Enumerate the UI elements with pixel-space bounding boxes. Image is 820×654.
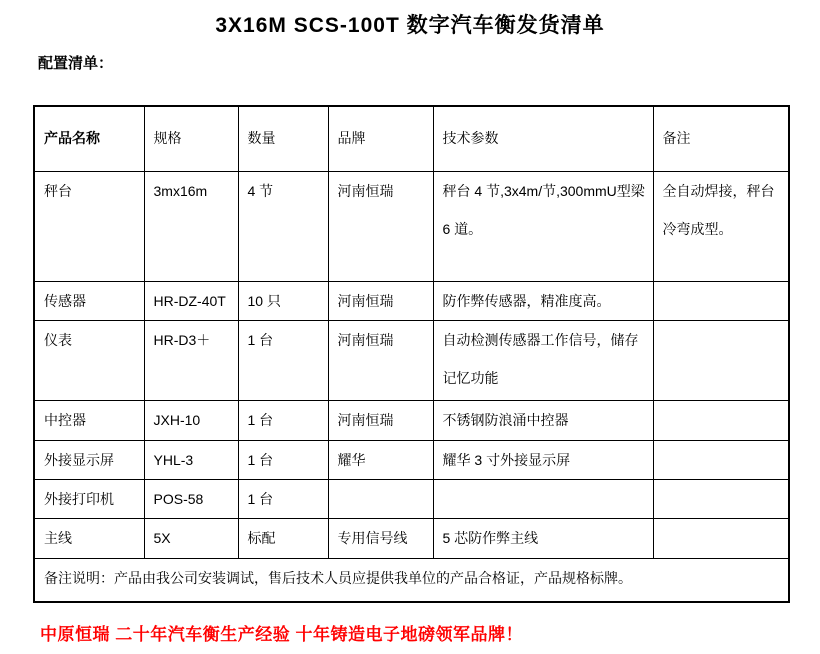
cell-brand: 河南恒瑞 bbox=[328, 320, 433, 400]
cell-product-name: 中控器 bbox=[34, 400, 144, 440]
cell-spec: YHL-3 bbox=[144, 440, 238, 479]
cell-spec: 5X bbox=[144, 518, 238, 558]
cell-qty: 标配 bbox=[238, 518, 328, 558]
cell-params: 自动检测传感器工作信号，储存记忆功能 bbox=[433, 320, 653, 400]
cell-qty: 1 台 bbox=[238, 479, 328, 518]
cell-brand: 专用信号线 bbox=[328, 518, 433, 558]
column-header: 数量 bbox=[238, 106, 328, 171]
cell-params: 耀华 3 寸外接显示屏 bbox=[433, 440, 653, 479]
cell-remark bbox=[653, 400, 789, 440]
column-header: 备注 bbox=[653, 106, 789, 171]
section-label: 配置清单： bbox=[38, 55, 114, 72]
cell-spec: 3mx16m bbox=[144, 171, 238, 281]
slogan: 中原恒瑞 二十年汽车衡生产经验 十年铸造电子地磅领军品牌！ bbox=[40, 625, 523, 644]
table-row bbox=[34, 281, 789, 320]
cell-product-name: 秤台 bbox=[34, 171, 144, 281]
column-header: 技术参数 bbox=[433, 106, 653, 171]
table-row bbox=[34, 171, 789, 281]
table-row bbox=[34, 479, 789, 518]
cell-spec: HR-DZ-40T bbox=[144, 281, 238, 320]
column-header: 品牌 bbox=[328, 106, 433, 171]
table-row bbox=[34, 440, 789, 479]
cell-product-name: 仪表 bbox=[34, 320, 144, 400]
cell-params bbox=[433, 479, 653, 518]
cell-brand: 河南恒瑞 bbox=[328, 281, 433, 320]
cell-product-name: 传感器 bbox=[34, 281, 144, 320]
cell-brand: 河南恒瑞 bbox=[328, 400, 433, 440]
table-row bbox=[34, 518, 789, 558]
header-row bbox=[34, 106, 789, 171]
table-header bbox=[34, 106, 789, 171]
cell-params: 5 芯防作弊主线 bbox=[433, 518, 653, 558]
cell-product-name: 外接显示屏 bbox=[34, 440, 144, 479]
cell-brand: 河南恒瑞 bbox=[328, 171, 433, 281]
cell-brand: 耀华 bbox=[328, 440, 433, 479]
cell-remark bbox=[653, 281, 789, 320]
note-cell: 备注说明：产品由我公司安装调试，售后技术人员应提供我单位的产品合格证，产品规格标牌。 bbox=[34, 558, 789, 602]
cell-remark: 全自动焊接，秤台冷弯成型。 bbox=[653, 171, 789, 281]
note-row bbox=[34, 558, 789, 602]
cell-remark bbox=[653, 518, 789, 558]
table-body bbox=[34, 171, 789, 602]
cell-qty: 1 台 bbox=[238, 400, 328, 440]
column-header: 规格 bbox=[144, 106, 238, 171]
cell-spec: POS-58 bbox=[144, 479, 238, 518]
document-title: 3X16M SCS-100T 数字汽车衡发货清单 bbox=[215, 14, 605, 37]
cell-spec: JXH-10 bbox=[144, 400, 238, 440]
cell-qty: 1 台 bbox=[238, 440, 328, 479]
cell-qty: 10 只 bbox=[238, 281, 328, 320]
cell-qty: 4 节 bbox=[238, 171, 328, 281]
cell-remark bbox=[653, 320, 789, 400]
cell-params: 防作弊传感器，精准度高。 bbox=[433, 281, 653, 320]
cell-product-name: 外接打印机 bbox=[34, 479, 144, 518]
cell-remark bbox=[653, 440, 789, 479]
spec-table bbox=[33, 105, 790, 603]
cell-spec: HR-D3＋ bbox=[144, 320, 238, 400]
cell-product-name: 主线 bbox=[34, 518, 144, 558]
table-row bbox=[34, 400, 789, 440]
cell-qty: 1 台 bbox=[238, 320, 328, 400]
cell-params: 秤台 4 节,3x4m/节,300mmU型梁 6 道。 bbox=[433, 171, 653, 281]
cell-brand bbox=[328, 479, 433, 518]
cell-remark bbox=[653, 479, 789, 518]
cell-params: 不锈钢防浪涌中控器 bbox=[433, 400, 653, 440]
table-row bbox=[34, 320, 789, 400]
column-header: 产品名称 bbox=[34, 106, 144, 171]
